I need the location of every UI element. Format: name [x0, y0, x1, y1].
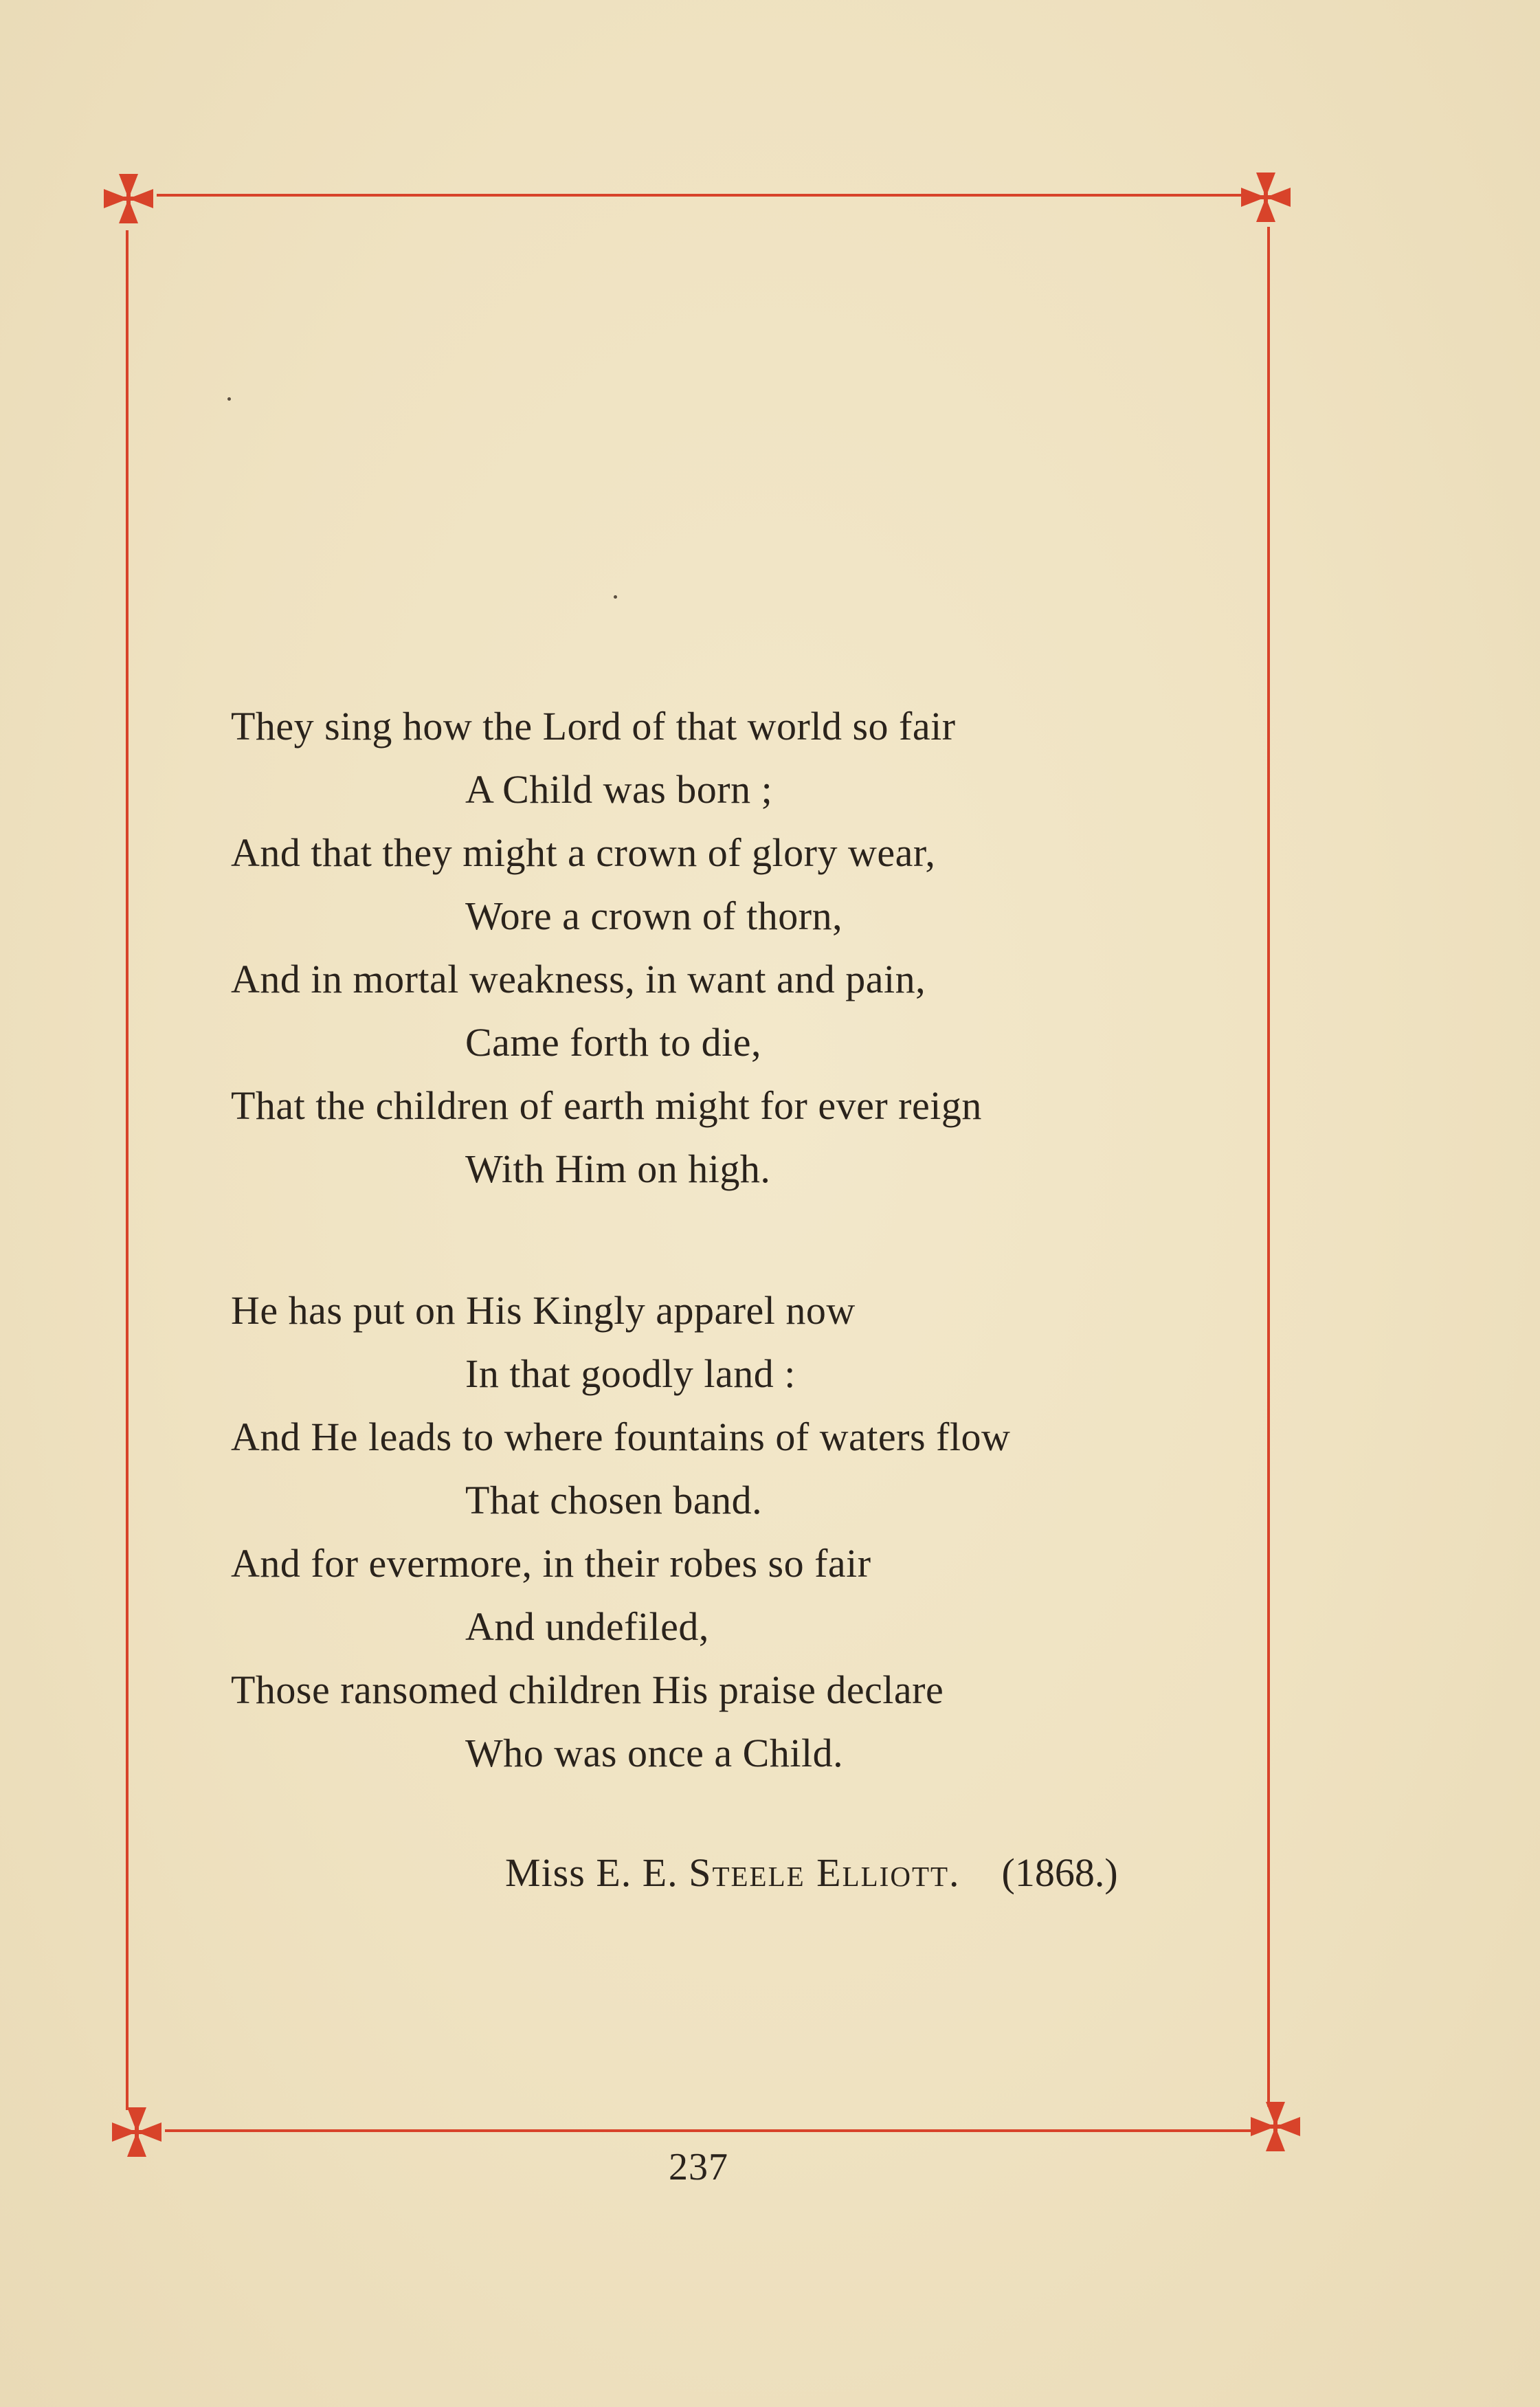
border-bottom-rule [165, 2129, 1255, 2132]
poem-line: Those ransomed children His praise declare [231, 1667, 944, 1712]
poem-line: With Him on high. [465, 1146, 771, 1191]
poem-line: Came forth to die, [465, 1020, 762, 1065]
poem-line: And He leads to where fountains of waters flow [231, 1415, 1011, 1459]
author-prefix: Miss E. E. [505, 1850, 689, 1895]
maltese-cross-icon [100, 170, 157, 228]
poem-line: And that they might a crown of glory wear, [231, 830, 936, 875]
poem-line: And undefiled, [465, 1604, 709, 1649]
poem-line: In that goodly land : [465, 1351, 796, 1396]
poem-line: Who was once a Child. [465, 1731, 844, 1775]
poem-line: He has put on His Kingly apparel now [231, 1288, 856, 1333]
border-top-rule [157, 194, 1242, 197]
page-number: 237 [669, 2146, 728, 2188]
poem-line: Wore a crown of thorn, [465, 894, 843, 938]
author-name: Steele Elliott. [689, 1850, 961, 1895]
paper-speck [614, 595, 617, 599]
poem-line: They sing how the Lord of that world so fair [231, 704, 956, 748]
border-right-rule [1267, 227, 1270, 2107]
author-year: (1868.) [1001, 1850, 1118, 1895]
poem-line: That chosen band. [465, 1478, 763, 1522]
maltese-cross-icon [108, 2103, 166, 2161]
poem-line: That the children of earth might for ever reign [231, 1083, 982, 1128]
poem-line: A Child was born ; [465, 767, 773, 812]
paper-speck [227, 397, 231, 401]
maltese-cross-icon [1247, 2098, 1304, 2155]
maltese-cross-icon [1237, 168, 1295, 226]
poem-line: And for evermore, in their robes so fair [231, 1541, 871, 1586]
poem-line: And in mortal weakness, in want and pain, [231, 957, 926, 1001]
author-attribution [505, 1849, 1118, 1897]
border-left-rule [126, 230, 129, 2110]
